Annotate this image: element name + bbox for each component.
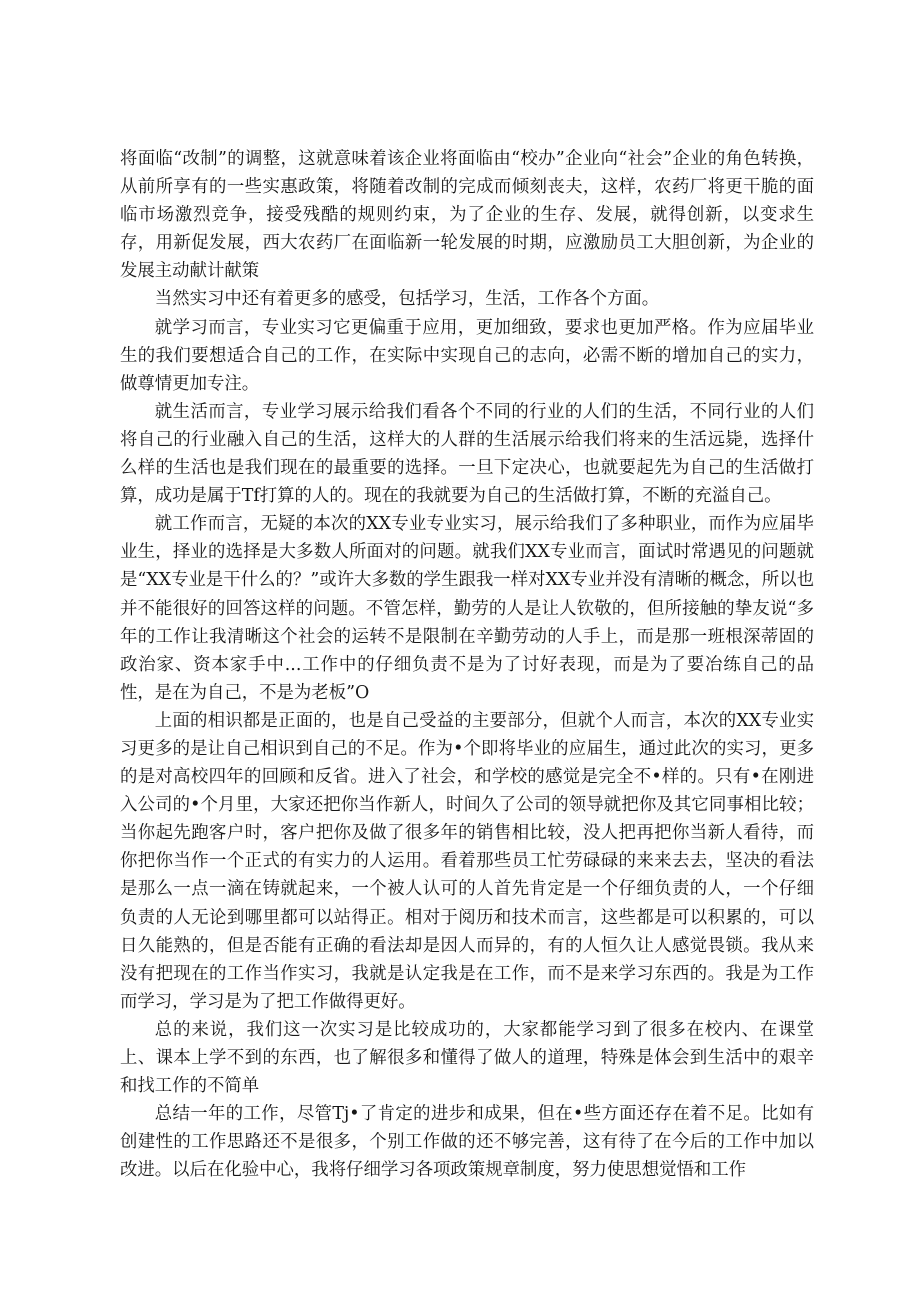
paragraph-work: 就工作而言，无疑的本次的XX专业专业实习，展示给我们了多种职业，而作为应届毕业生，择业的选择是大多数人所面对的问题。就我们XX专业而言，面试时常遇见的问题就是“XX专业是干什么的？”或许大多数的学生跟我一样对XX专业并没有清晰的概念，所以也并不能很好的回答这样的问题。不管怎样，勤劳的人是让人钦敬的，但所接触的挚友说“多年的工作让我清晰这个社会的运转不是限制在辛勤劳动的人手上，而是那一班根深蒂固的政治家、资本家手中...工作中的仔细负责不是为了讨好表现，而是为了要冶练自己的品性，是在为自己，不是为老板”O: [120, 514, 814, 703]
paragraph-summary: 总的来说，我们这一次实习是比较成功的，大家都能学习到了很多在校内、在课堂上、课本上学不到的东西，也了解很多和懂得了做人的道理，特殊是体会到生活中的艰辛和找工作的不简单: [120, 1019, 814, 1097]
paragraph-reflection: 上面的相识都是正面的，也是自己受益的主要部分，但就个人而言，本次的XX专业实习更多的是让自己相识到自己的不足。作为•个即将毕业的应届生，通过此次的实习，更多的是对高校四年的回顾和反省。进入了社会，和学校的感觉是完全不•样的。只有•在刚进入公司的•个月里，大家还把你当作新人，时间久了公司的领导就把你及其它同事相比较；当你起先跑客户时，客户把你及做了很多年的销售相比较，没人把再把你当新人看待，而你把你当作一个正式的有实力的人运用。看着那些员工忙劳碌碌的来来去去，坚决的看法是那么一点一滴在铸就起来，一个被人认可的人首先肯定是一个仔细负责的人，一个仔细负责的人无论到哪里都可以站得正。相对于阅历和技术而言，这些都是可以积累的，可以日久能熟的，但是否能有正确的看法却是因人而异的，有的人恒久让人感觉畏锁。我从来没有把现在的工作当作实习，我就是认定我是在工作，而不是来学习东西的。我是为工作而学习，学习是为了把工作做得更好。: [120, 710, 814, 1012]
paragraph-study: 就学习而言，专业实习它更偏重于应用，更加细致，要求也更加严格。作为应届毕业生的我们要想适合自己的工作，在实际中实现自己的志向，必需不断的增加自己的实力，做尊情更加专注。: [120, 317, 814, 394]
document-body: [120, 145, 814, 1184]
paragraph-year-review: 总结一年的工作，尽管Tj•了肯定的进步和成果，但在•些方面还存在着不足。比如有创建性的工作思路还不是很多，个别工作做的还不够完善，这有待了在今后的工作中加以改进。以后在化验中心，我将仔细学习各项政策规章制度，努力使思想觉悟和工作: [120, 1104, 814, 1181]
paragraph-feelings-intro: 当然实习中还有着更多的感受，包括学习，生活，工作各个方面。: [154, 289, 660, 310]
paragraph-continuation: 将面临“改制”的调整，这就意味着该企业将面临由“校办”企业向“社会”企业的角色转换，从前所享有的一些实惠政策，将随着改制的完成而倾刻丧夫，这样，农药厂将更干脆的面临市场激烈竞争，接受残酷的规则约束，为了企业的生存、发展，就得创新，以变求生存，用新促发展，西大农药厂在面临新一轮发展的时期，应激励员工大胆创新，为企业的发展主动献计献策: [120, 149, 814, 282]
paragraph-life: 就生活而言，专业学习展示给我们看各个不同的行业的人们的生活，不同行业的人们将自己的行业融入自己的生活，这样大的人群的生活展示给我们将来的生活远毙，选择什么样的生活也是我们现在的最重要的选择。一旦下定决心，也就要起先为自己的生活做打算，成功是属于Tf打算的人的。现在的我就要为自己的生活做打算，不断的充溢自己。: [120, 401, 814, 507]
